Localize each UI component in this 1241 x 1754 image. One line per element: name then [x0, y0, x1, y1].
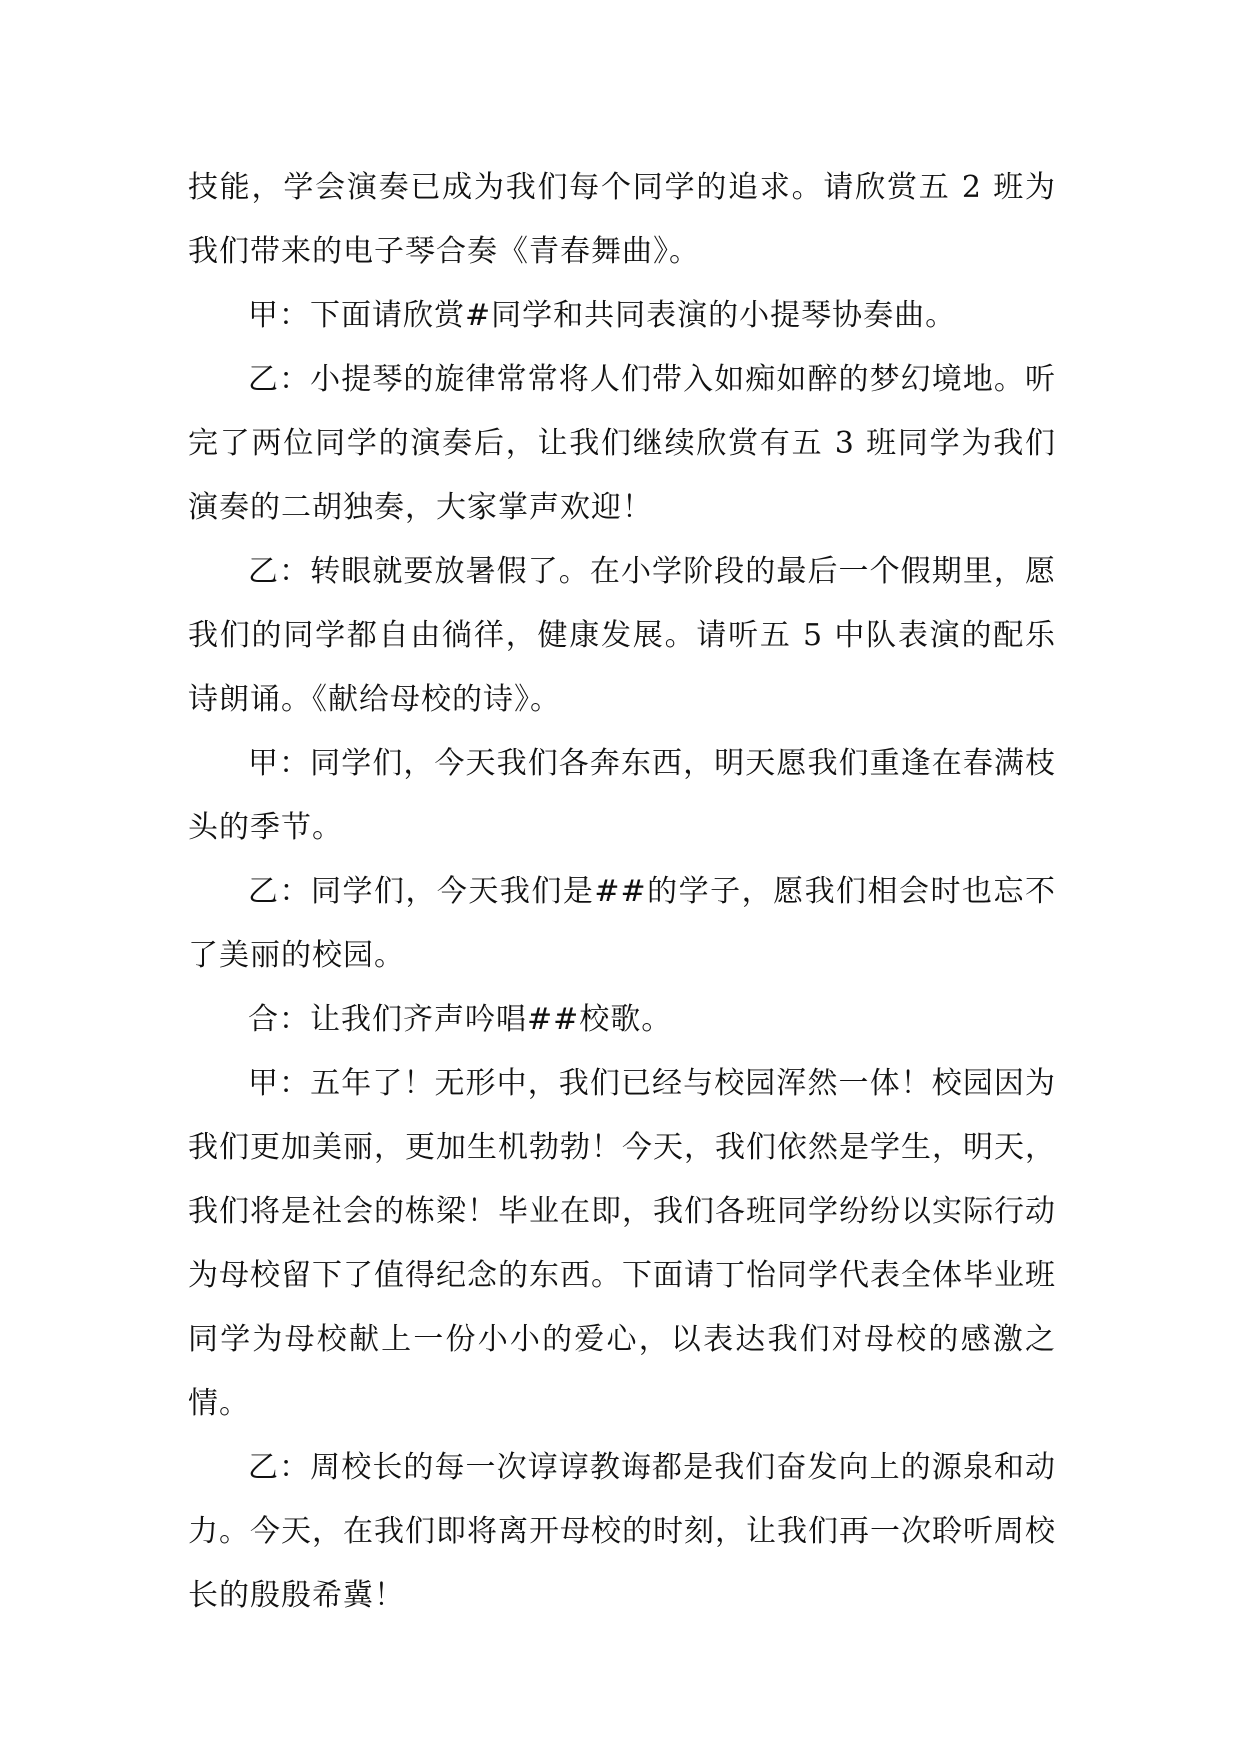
paragraph-yi-poem: 乙：转眼就要放暑假了。在小学阶段的最后一个假期里，愿我们的同学都自由徜徉，健康发展。请听五 5 中队表演的配乐诗朗诵。《献给母校的诗》。 [188, 554, 1056, 717]
paragraph-yi-campus: 乙：同学们，今天我们是##的学子，愿我们相会时也忘不了美丽的校园。 [188, 874, 1056, 973]
paragraph-jia-violin: 甲：下面请欣赏#同学和共同表演的小提琴协奏曲。 [248, 298, 957, 333]
paragraph-jia-five-years: 甲：五年了！无形中，我们已经与校园浑然一体！校园因为我们更加美丽，更加生机勃勃！今天，我们依然是学生，明天，我们将是社会的栋梁！毕业在即，我们各班同学纷纷以实际行动为母校留下了值得纪念的东西。下面请丁怡同学代表全体毕业班同学为母校献上一份小小的爱心，以表达我们对母校的感激之情。 [188, 1066, 1056, 1421]
paragraph-he-school-song: 合：让我们齐声吟唱##校歌。 [248, 1002, 673, 1037]
paragraph-yi-erhu: 乙：小提琴的旋律常常将人们带入如痴如醉的梦幻境地。听完了两位同学的演奏后，让我们继续欣赏有五 3 班同学为我们演奏的二胡独奏，大家掌声欢迎！ [188, 362, 1056, 525]
paragraph-continued: 技能，学会演奏已成为我们每个同学的追求。请欣赏五 2 班为我们带来的电子琴合奏《青春舞曲》。 [188, 170, 1056, 269]
document-body [188, 156, 1056, 1628]
paragraph-jia-farewell: 甲：同学们，今天我们各奔东西，明天愿我们重逢在春满枝头的季节。 [188, 746, 1056, 845]
paragraph-yi-principal: 乙：周校长的每一次谆谆教诲都是我们奋发向上的源泉和动力。今天，在我们即将离开母校的时刻，让我们再一次聆听周校长的殷殷希冀！ [188, 1450, 1056, 1613]
